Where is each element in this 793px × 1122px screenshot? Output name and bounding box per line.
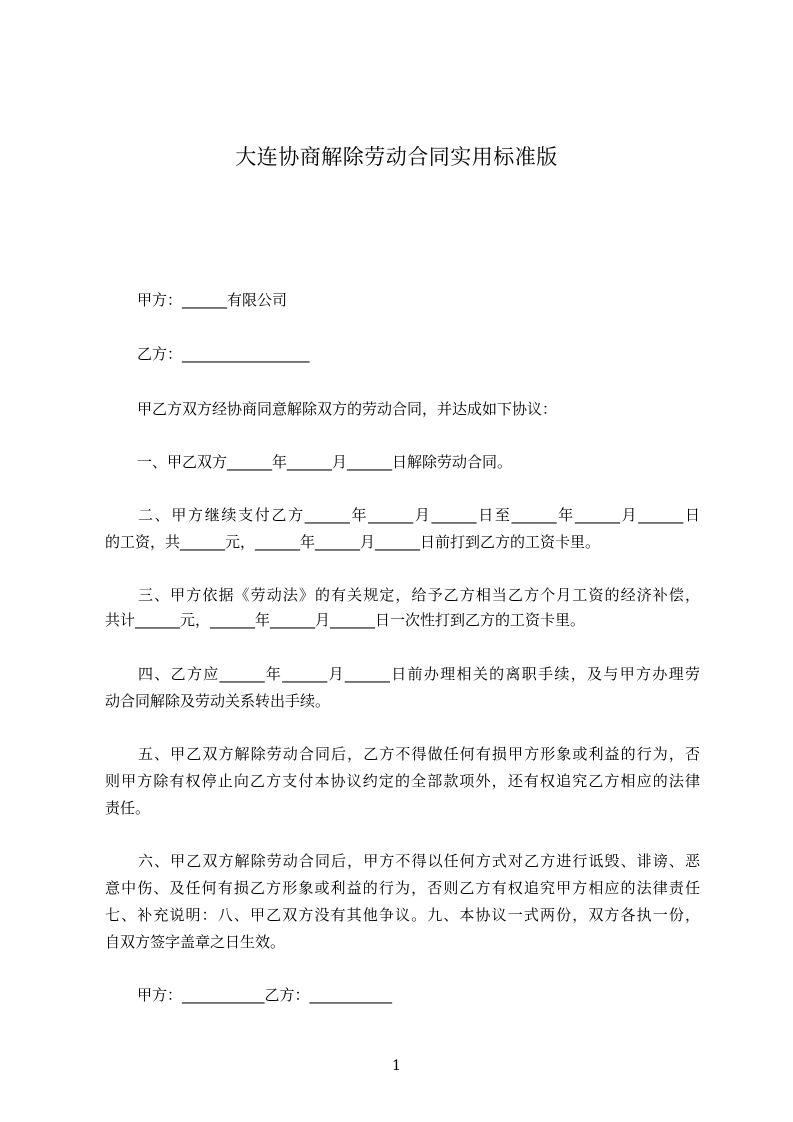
clause-5-line-1: 五、甲乙双方解除劳动合同后，乙方不得做任何有损甲方形象或利益的行为，否 — [138, 745, 700, 763]
clause-2-line-1: 二、甲方继续支付乙方______年______月______日至______年______月______日 — [138, 506, 700, 524]
clause-6-line-1: 六、甲乙双方解除劳动合同后，甲方不得以任何方式对乙方进行诋毁、诽谤、恶 — [138, 852, 700, 870]
clause-1: 一、甲乙双方______年______月______日解除劳动合同。 — [137, 453, 513, 471]
document-title: 大连协商解除劳动合同实用标准版 — [235, 145, 558, 169]
signature-line: 甲方：___________乙方：___________ — [137, 986, 393, 1004]
clause-3-line-2: 共计______元，______年______月______日一次性打到乙方的工资卡里。 — [105, 611, 586, 629]
party-b-line: 乙方：_________________ — [137, 345, 310, 363]
intro-paragraph: 甲乙方双方经协商同意解除双方的劳动合同，并达成如下协议： — [137, 400, 558, 418]
clause-6-line-4: 自双方签字盖章之日生效。 — [105, 933, 286, 951]
clause-5-line-2: 则甲方除有权停止向乙方支付本协议约定的全部款项外，还有权追究乙方相应的法律 — [105, 772, 700, 790]
clause-5-line-3: 责任。 — [105, 799, 151, 817]
clause-2-line-2: 的工资，共______元，______年______月______日前打到乙方的工资卡里。 — [105, 533, 601, 551]
clause-6-line-3: 七、补充说明：八、甲乙双方没有其他争议。九、本协议一式两份，双方各执一份， — [105, 906, 700, 924]
party-a-line: 甲方：______有限公司 — [137, 291, 288, 309]
clause-3-line-1: 三、甲方依据《劳动法》的有关规定，给予乙方相当乙方个月工资的经济补偿， — [138, 586, 700, 604]
page-number: 1 — [392, 1058, 401, 1074]
clause-6-line-2: 意中伤、及任何有损乙方形象或利益的行为，否则乙方有权追究甲方相应的法律责任 — [105, 879, 700, 897]
clause-4-line-2: 动合同解除及劳动关系转出手续。 — [105, 692, 331, 710]
clause-4-line-1: 四、乙方应______年______月______日前办理相关的离职手续，及与甲方办理劳 — [138, 665, 700, 683]
